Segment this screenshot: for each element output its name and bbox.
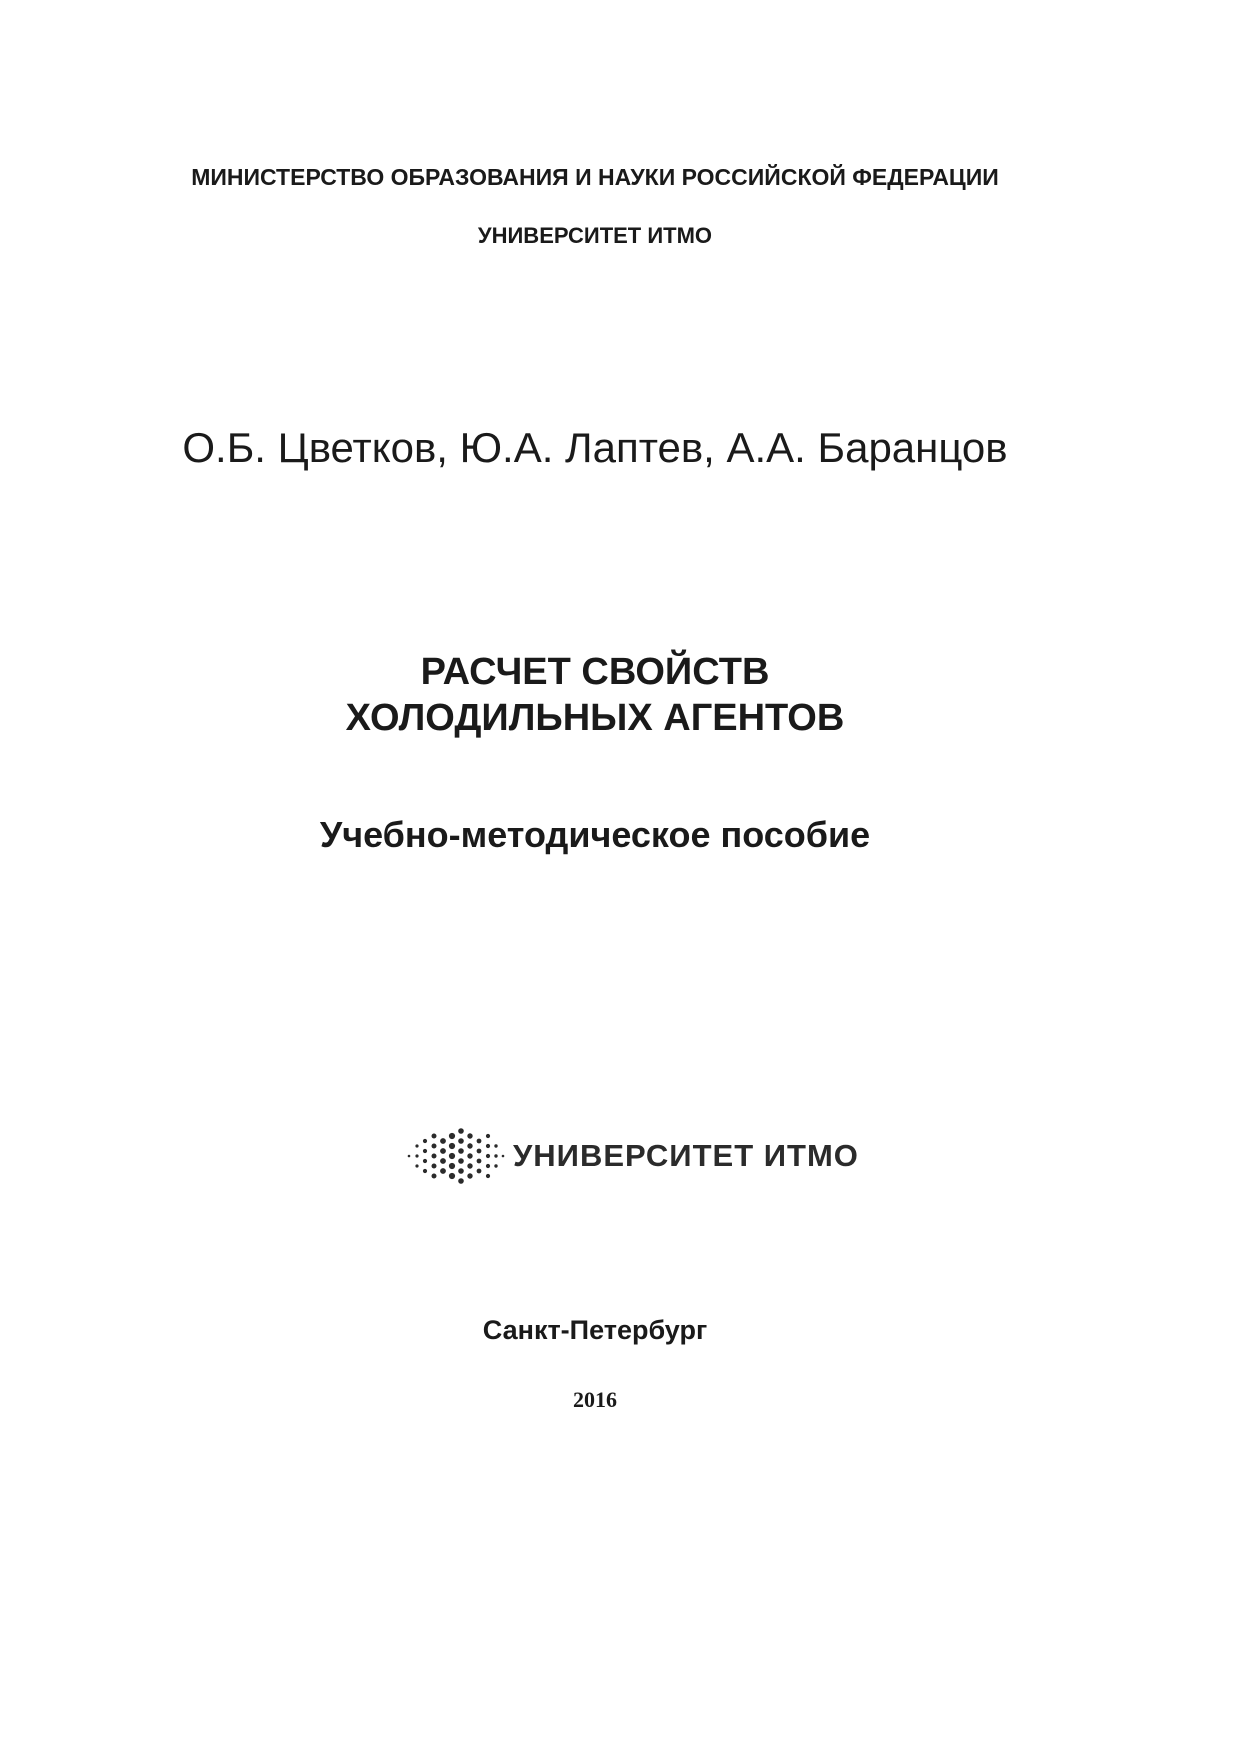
logo-dot xyxy=(477,1159,482,1164)
authors: О.Б. Цветков, Ю.А. Лаптев, А.А. Баранцов xyxy=(182,424,1008,471)
logo-text: УНИВЕРСИТЕТ ИТМО xyxy=(513,1138,859,1173)
logo-dot xyxy=(494,1154,497,1157)
logo-dot xyxy=(432,1174,437,1179)
logo-dot xyxy=(449,1163,455,1169)
logo-dot xyxy=(440,1148,446,1154)
logo-dot xyxy=(449,1173,455,1179)
logo-dot xyxy=(415,1164,418,1167)
logo-dot xyxy=(467,1173,472,1178)
subtitle: Учебно-методическое пособие xyxy=(319,814,871,855)
logo-dot xyxy=(486,1154,490,1158)
logo-dot xyxy=(423,1169,427,1173)
logo-dot xyxy=(440,1168,446,1174)
logo-dot xyxy=(440,1158,446,1164)
logo-dot xyxy=(458,1148,464,1154)
logo-dot xyxy=(432,1164,437,1169)
logo-dot xyxy=(458,1178,464,1184)
logo-dot xyxy=(432,1154,437,1159)
logo-dot xyxy=(423,1159,427,1163)
university-heading: УНИВЕРСИТЕТ ИТМО xyxy=(477,223,713,248)
logo-dot xyxy=(408,1155,411,1158)
year: 2016 xyxy=(573,1387,617,1412)
logo-dot xyxy=(502,1155,505,1158)
logo-dot xyxy=(477,1149,482,1154)
city: Санкт-Петербург xyxy=(482,1315,708,1345)
logo-dot xyxy=(486,1174,490,1178)
logo-dot xyxy=(458,1138,464,1144)
logo-dot xyxy=(432,1134,437,1139)
logo-dot xyxy=(423,1139,427,1143)
logo-dot xyxy=(415,1154,418,1157)
logo-dot xyxy=(458,1128,464,1134)
logo-dot xyxy=(458,1168,464,1174)
logo-dot xyxy=(467,1163,472,1168)
itmo-logo xyxy=(405,1128,859,1184)
logo-dot xyxy=(477,1169,482,1174)
logo-dot xyxy=(440,1138,446,1144)
logo-dot xyxy=(477,1139,482,1144)
logo-dot xyxy=(494,1144,497,1147)
logo-dot xyxy=(486,1164,490,1168)
logo-dot xyxy=(449,1143,455,1149)
logo-dot xyxy=(423,1149,427,1153)
logo-dot xyxy=(467,1153,472,1158)
logo-dot xyxy=(432,1144,437,1149)
ministry-heading: МИНИСТЕРСТВО ОБРАЗОВАНИЯ И НАУКИ РОССИЙСКОЙ ФЕДЕРАЦИИ xyxy=(191,164,999,190)
dot-pattern-icon xyxy=(405,1128,505,1184)
logo-dot xyxy=(458,1158,464,1164)
logo-dot xyxy=(449,1133,455,1139)
title-line-2: ХОЛОДИЛЬНЫХ АГЕНТОВ xyxy=(345,697,845,739)
logo-dot xyxy=(415,1144,418,1147)
logo-dot xyxy=(449,1153,455,1159)
logo-dot xyxy=(494,1164,497,1167)
title-line-1: РАСЧЕТ СВОЙСТВ xyxy=(420,651,770,693)
logo-dot xyxy=(486,1144,490,1148)
logo-dot xyxy=(486,1134,490,1138)
logo-dot xyxy=(467,1143,472,1148)
logo-dot xyxy=(467,1133,472,1138)
